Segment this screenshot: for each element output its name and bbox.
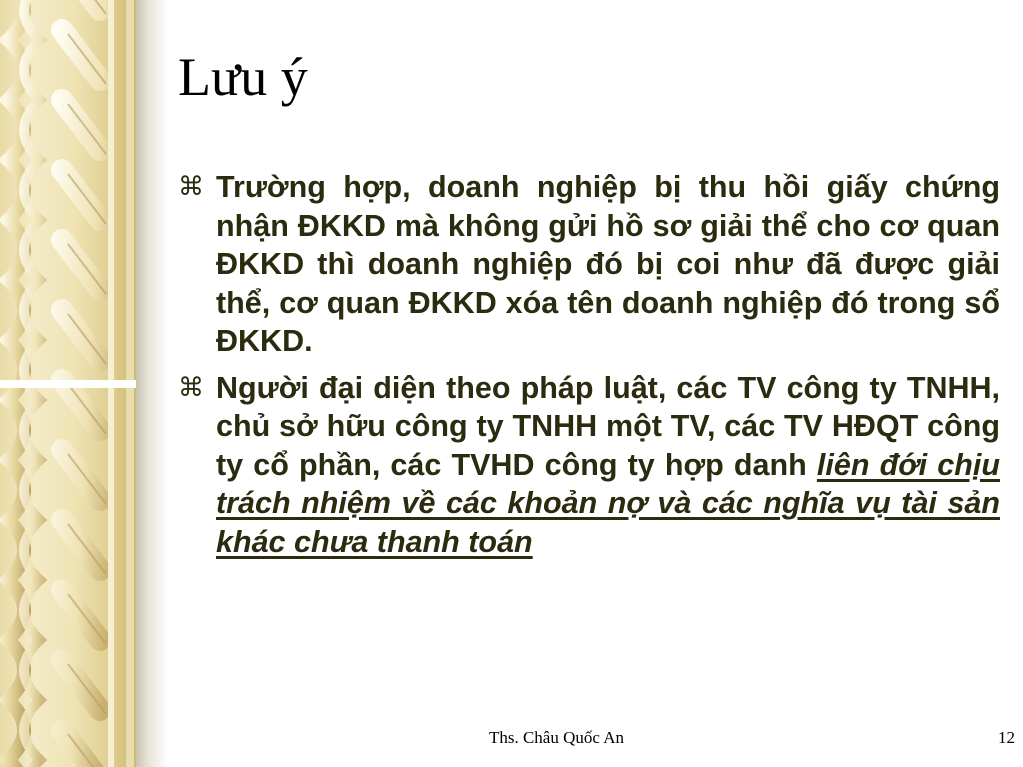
page-number: 12	[998, 728, 1015, 747]
decorative-column-image	[0, 0, 136, 767]
bullet-emphasis-text: liên đới chịu trách nhiệm về các khoản nợ và các nghĩa vụ tài sản khác chưa thanh toán	[216, 447, 1000, 559]
slide-title: Lưu ý	[178, 47, 308, 107]
command-key-bullet-icon: ⌘	[178, 172, 204, 202]
decorative-divider	[0, 380, 136, 388]
bullet-item	[178, 168, 1000, 361]
bullet-item	[178, 369, 1000, 562]
decorative-shadow	[136, 0, 168, 767]
bullet-text: Trường hợp, doanh nghiệp bị thu hồi giấy chứng nhận ĐKKD mà không gửi hồ sơ giải thể cho cơ quan ĐKKD thì doanh nghiệp đó bị coi như đã được giải thể, cơ quan ĐKKD xóa tên doanh nghiệp đó trong sổ ĐKKD.	[216, 170, 1000, 358]
command-key-bullet-icon: ⌘	[178, 372, 204, 403]
bullet-list	[178, 168, 1000, 569]
bullet-text: Người đại diện theo pháp luật, các TV công ty TNHH, chủ sở hữu công ty TNHH một TV, các TV HĐQT công ty cổ phần, các TVHD công ty hợp danh	[216, 370, 1000, 482]
footer-author: Ths. Châu Quốc An	[488, 728, 625, 747]
